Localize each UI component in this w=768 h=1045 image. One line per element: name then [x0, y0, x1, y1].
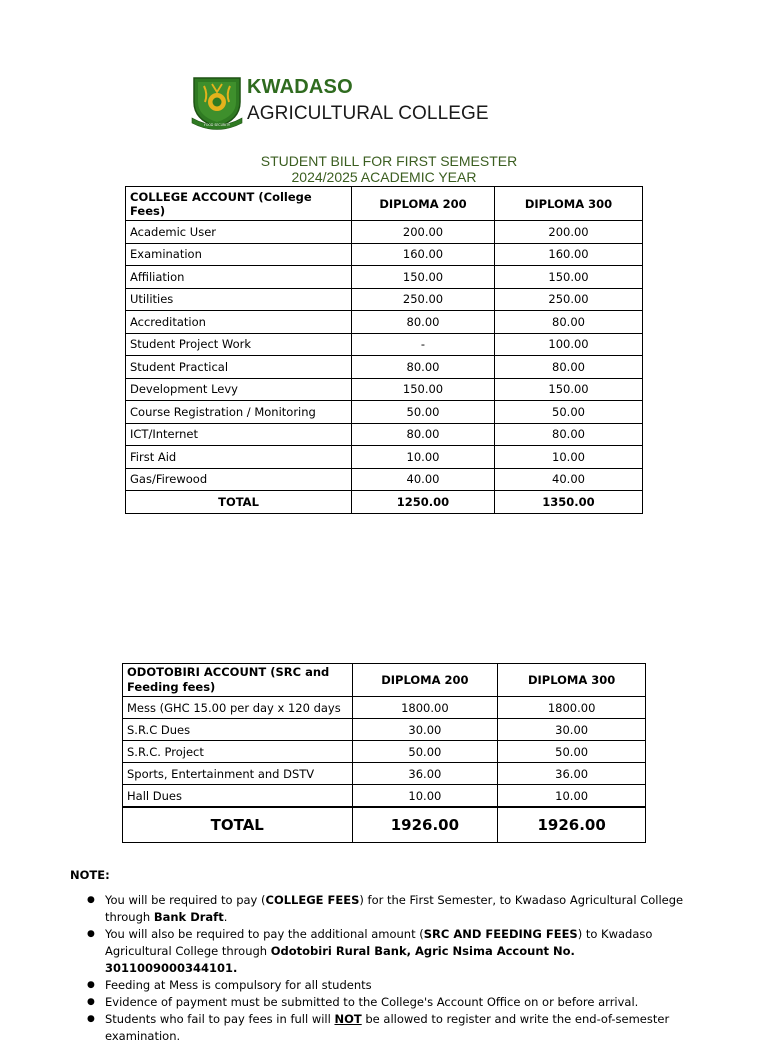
odotobiri-account-table [122, 663, 646, 843]
fee-diploma-200: 80.00 [352, 423, 495, 446]
college-account-table [125, 186, 643, 514]
total-row [126, 491, 643, 514]
table-row [126, 468, 643, 491]
fee-diploma-300: 80.00 [495, 423, 643, 446]
note-text: Evidence of payment must be submitted to the College's Account Office on or before arrival. [105, 995, 639, 1009]
fee-item: S.R.C Dues [123, 719, 353, 741]
table-row [126, 221, 643, 244]
fee-diploma-300: 80.00 [495, 356, 643, 379]
fee-diploma-200: 40.00 [352, 468, 495, 491]
fee-diploma-300: 10.00 [495, 446, 643, 469]
fee-diploma-300: 1800.00 [498, 697, 646, 719]
note-text: Students who fail to pay fees in full will [105, 1012, 335, 1026]
fee-diploma-300: 150.00 [495, 378, 643, 401]
fee-item: Sports, Entertainment and DSTV [123, 763, 353, 785]
fee-diploma-200: 50.00 [352, 401, 495, 424]
table-row [126, 356, 643, 379]
notes-list [87, 892, 697, 1045]
fee-item: Gas/Firewood [126, 468, 352, 491]
fee-diploma-200: 50.00 [352, 741, 498, 763]
bill-title-line2: 2024/2025 ACADEMIC YEAR [291, 169, 477, 185]
table-header-row [126, 187, 643, 221]
fee-diploma-300: 40.00 [495, 468, 643, 491]
note-text: You will also be required to pay the additional amount ( [105, 927, 424, 941]
fee-item: Examination [126, 243, 352, 266]
total-diploma-200: 1926.00 [352, 807, 498, 843]
table-row [123, 785, 646, 808]
note-emphasis: SRC AND FEEDING FEES [423, 927, 578, 941]
fee-item: Development Levy [126, 378, 352, 401]
fee-diploma-200: 250.00 [352, 288, 495, 311]
table-row [126, 266, 643, 289]
total-row [123, 807, 646, 843]
list-item [87, 892, 697, 926]
total-diploma-300: 1926.00 [498, 807, 646, 843]
note-emphasis: COLLEGE FEES [265, 893, 360, 907]
fee-diploma-300: 80.00 [495, 311, 643, 334]
fee-diploma-200: 200.00 [352, 221, 495, 244]
fee-item: Accreditation [126, 311, 352, 334]
table-row [126, 446, 643, 469]
note-text: Feeding at Mess is compulsory for all students [105, 978, 372, 992]
note-text: . [223, 910, 228, 924]
fee-diploma-200: 1800.00 [352, 697, 498, 719]
fee-item: S.R.C. Project [123, 741, 353, 763]
fee-diploma-300: 50.00 [498, 741, 646, 763]
college-name [247, 76, 489, 125]
total-diploma-200: 1250.00 [352, 491, 495, 514]
total-diploma-300: 1350.00 [495, 491, 643, 514]
odotobiri-account-heading: ODOTOBIRI ACCOUNT (SRC and Feeding fees) [123, 664, 353, 697]
fee-item: Mess (GHC 15.00 per day x 120 days [123, 697, 353, 719]
column-header-diploma-300: DIPLOMA 300 [495, 187, 643, 221]
fee-item: First Aid [126, 446, 352, 469]
table-row [126, 288, 643, 311]
fee-item: Course Registration / Monitoring [126, 401, 352, 424]
total-label: TOTAL [126, 491, 352, 514]
fee-diploma-300: 150.00 [495, 266, 643, 289]
fee-diploma-300: 10.00 [498, 785, 646, 808]
fee-diploma-200: 30.00 [352, 719, 498, 741]
fee-diploma-200: 80.00 [352, 356, 495, 379]
fee-item: Academic User [126, 221, 352, 244]
fee-diploma-300: 250.00 [495, 288, 643, 311]
table-header-row [123, 664, 646, 697]
fee-diploma-200: 10.00 [352, 446, 495, 469]
fee-diploma-200: 10.00 [352, 785, 498, 808]
bill-title [0, 153, 768, 185]
fee-diploma-300: 200.00 [495, 221, 643, 244]
list-item [87, 977, 697, 994]
fee-diploma-200: 36.00 [352, 763, 498, 785]
fee-item: Utilities [126, 288, 352, 311]
fee-item: Student Project Work [126, 333, 352, 356]
table-row [126, 423, 643, 446]
column-header-diploma-200: DIPLOMA 200 [352, 664, 498, 697]
fee-diploma-300: 50.00 [495, 401, 643, 424]
fee-diploma-200: 150.00 [352, 266, 495, 289]
note-text: You will be required to pay ( [105, 893, 266, 907]
table-row [123, 697, 646, 719]
fee-diploma-200: 160.00 [352, 243, 495, 266]
college-name-line2: AGRICULTURAL COLLEGE [247, 103, 489, 124]
fee-diploma-200: 150.00 [352, 378, 495, 401]
fee-item: Student Practical [126, 356, 352, 379]
college-crest-logo [190, 72, 244, 130]
table-row [126, 333, 643, 356]
column-header-diploma-300: DIPLOMA 300 [498, 664, 646, 697]
fee-diploma-300: 36.00 [498, 763, 646, 785]
list-item [87, 994, 697, 1011]
note-label: NOTE: [70, 868, 110, 882]
note-emphasis: Bank Draft [153, 910, 224, 924]
table-row [126, 311, 643, 334]
logo-motto-text: FOOD SECURITY [204, 123, 230, 127]
table-row [123, 741, 646, 763]
total-label: TOTAL [123, 807, 353, 843]
fee-diploma-200: 80.00 [352, 311, 495, 334]
table-row [123, 719, 646, 741]
note-emphasis: NOT [334, 1012, 362, 1026]
fee-item: Affiliation [126, 266, 352, 289]
table-row [126, 243, 643, 266]
fee-item: ICT/Internet [126, 423, 352, 446]
note-text: ) for the First Semester, to Kwadaso Agricultural College through [105, 893, 684, 924]
list-item [87, 926, 697, 977]
note-text: be allowed to register and write the end-of-semester examination. [105, 1012, 670, 1043]
list-item [87, 1011, 697, 1045]
fee-diploma-200: - [352, 333, 495, 356]
note-emphasis: Odotobiri Rural Bank, Agric Nsima Account No. 3011009000344101. [105, 944, 575, 975]
fee-diploma-300: 100.00 [495, 333, 643, 356]
fee-item: Hall Dues [123, 785, 353, 808]
table-row [126, 378, 643, 401]
column-header-diploma-200: DIPLOMA 200 [352, 187, 495, 221]
college-name-line1: KWADASO [247, 76, 353, 98]
college-account-heading: COLLEGE ACCOUNT (College Fees) [126, 187, 352, 221]
fee-diploma-300: 160.00 [495, 243, 643, 266]
table-row [126, 401, 643, 424]
table-row [123, 763, 646, 785]
fee-diploma-300: 30.00 [498, 719, 646, 741]
note-text: ) to Kwadaso Agricultural College through [105, 927, 653, 958]
bill-title-line1: STUDENT BILL FOR FIRST SEMESTER [260, 153, 518, 169]
